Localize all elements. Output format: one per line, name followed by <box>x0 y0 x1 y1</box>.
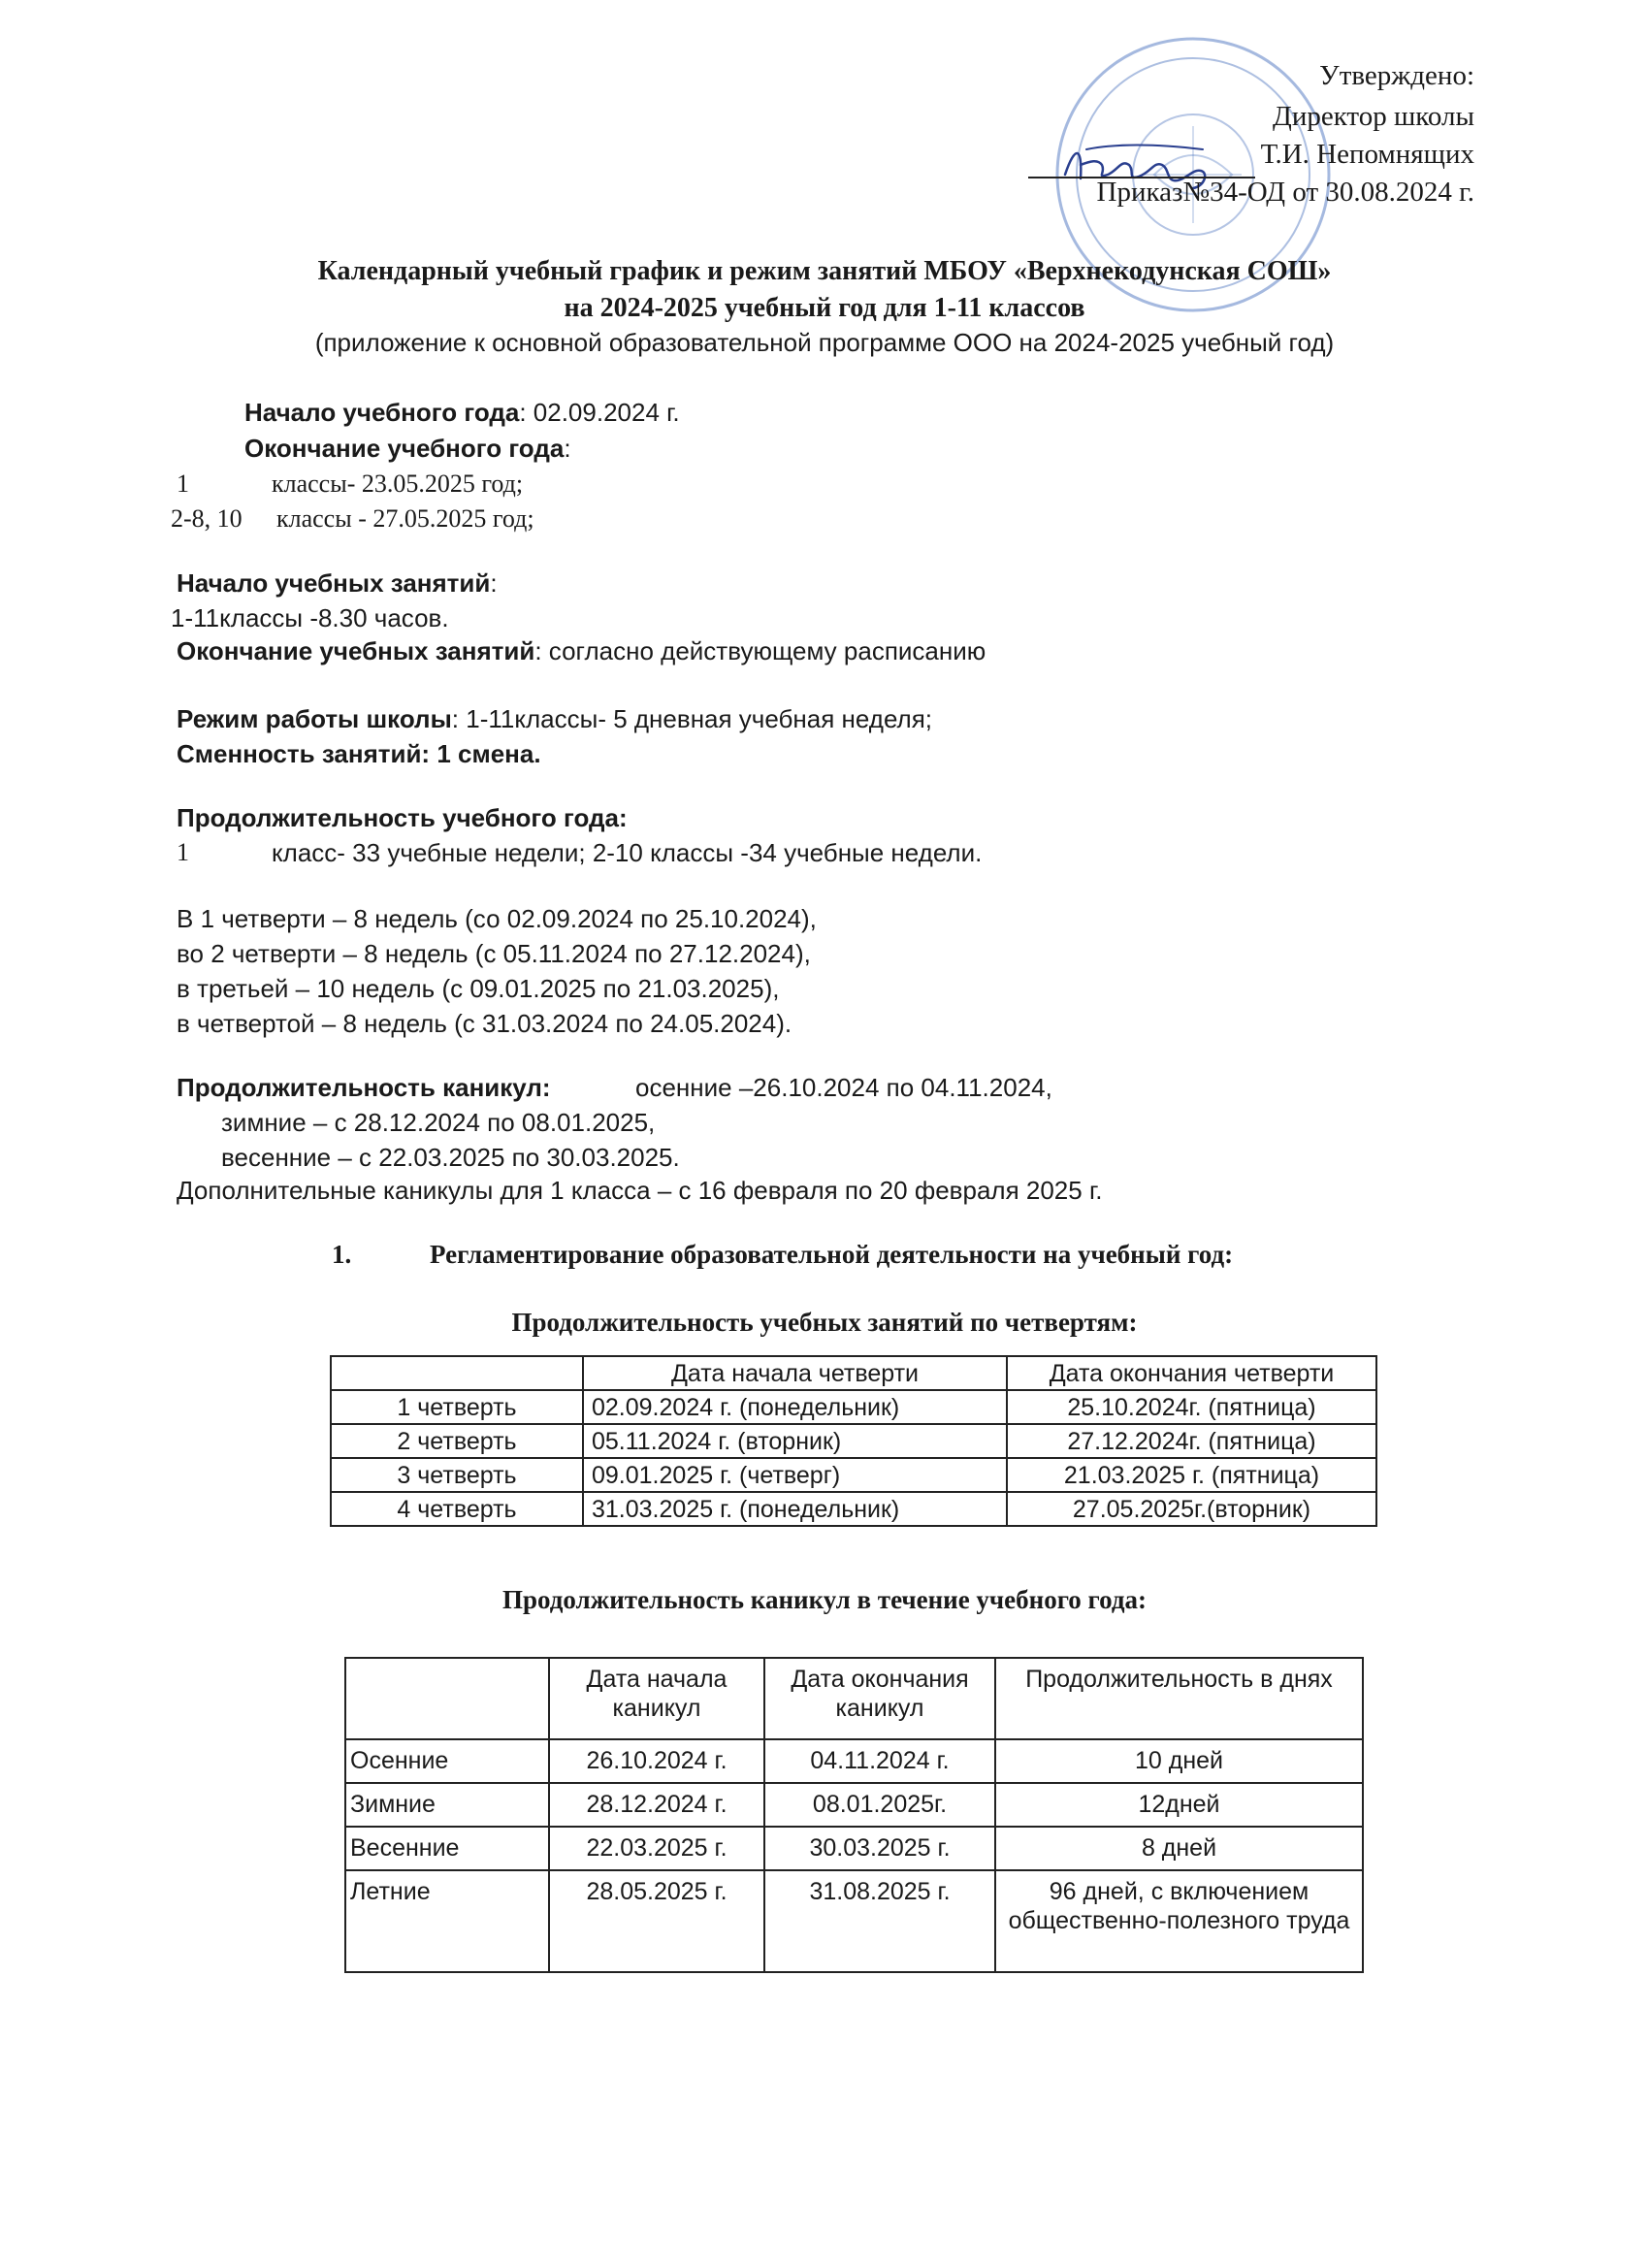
year-end <box>244 434 571 464</box>
quarter-4-info: в четвертой – 8 недель (с 31.03.2024 по 24.05.2024). <box>177 1009 792 1038</box>
duration-row-text: класс- 33 учебные недели; 2-10 классы -34 учебные недели. <box>272 838 983 867</box>
holiday-name: Зимние <box>345 1783 549 1827</box>
school-mode <box>177 704 932 734</box>
holiday-duration: 12дней <box>995 1783 1363 1827</box>
quarters-table-header-row <box>331 1356 1376 1390</box>
holiday-start: 26.10.2024 г. <box>549 1739 764 1783</box>
duration-heading: Продолжительность учебного года: <box>177 803 628 832</box>
quarter-name: 3 четверть <box>331 1458 583 1492</box>
holidays-table-header-row <box>345 1658 1363 1739</box>
holiday-end: 31.08.2025 г. <box>764 1870 995 1972</box>
quarters-header-empty <box>331 1356 583 1390</box>
lessons-end <box>177 636 986 666</box>
duration-row-num: 1 <box>177 838 189 866</box>
quarter-1-info: В 1 четверти – 8 недель (со 02.09.2024 по 25.10.2024), <box>177 904 817 933</box>
quarters-table <box>330 1355 1377 1527</box>
holiday-start: 28.12.2024 г. <box>549 1783 764 1827</box>
school-mode-label: Режим работы школы <box>177 704 452 733</box>
holiday-start: 22.03.2025 г. <box>549 1827 764 1870</box>
section-1-heading: Регламентирование образовательной деятельности на учебный год: <box>430 1240 1234 1269</box>
table-row <box>331 1458 1376 1492</box>
document-title-line2: на 2024-2025 учебный год для 1-11 классов <box>564 293 1085 323</box>
quarters-header-start: Дата начала четверти <box>583 1356 1007 1390</box>
year-end-colon: : <box>564 434 571 463</box>
year-start-value: : 02.09.2024 г. <box>519 398 680 427</box>
quarter-3-info: в третьей – 10 недель (с 09.01.2025 по 21.03.2025), <box>177 974 780 1003</box>
holidays-header-empty <box>345 1658 549 1739</box>
holidays-extra: Дополнительные каникулы для 1 класса – с 16 февраля по 20 февраля 2025 г. <box>177 1176 1103 1205</box>
holidays-table-heading: Продолжительность каникул в течение учебного года: <box>501 1585 1148 1614</box>
holiday-end: 08.01.2025г. <box>764 1783 995 1827</box>
holiday-name: Весенние <box>345 1827 549 1870</box>
school-mode-value: : 1-11классы- 5 дневная учебная неделя; <box>451 704 933 733</box>
approval-position: Директор школы <box>1273 101 1474 132</box>
approval-order: Приказ№34-ОД от 30.08.2024 г. <box>1096 177 1474 208</box>
year-end-row2-num: 2-8, 10 <box>171 504 242 533</box>
quarter-name: 1 четверть <box>331 1390 583 1424</box>
quarter-start: 02.09.2024 г. (понедельник) <box>583 1390 1007 1424</box>
lessons-start <box>177 568 498 599</box>
quarter-2-info: во 2 четверти – 8 недель (с 05.11.2024 по 27.12.2024), <box>177 939 811 968</box>
holidays-header-duration: Продолжительность в днях <box>995 1658 1363 1739</box>
table-row <box>345 1739 1363 1783</box>
holiday-name: Летние <box>345 1870 549 1972</box>
quarter-name: 2 четверть <box>331 1424 583 1458</box>
year-end-row1-num: 1 <box>177 470 189 498</box>
approval-director-name: Т.И. Непомнящих <box>1260 139 1474 170</box>
approval-heading: Утверждено: <box>1319 60 1474 91</box>
year-end-label: Окончание учебного года <box>244 434 565 463</box>
quarter-end: 27.12.2024г. (пятница) <box>1007 1424 1376 1458</box>
year-start <box>244 398 680 428</box>
quarter-name: 4 четверть <box>331 1492 583 1526</box>
holiday-name: Осенние <box>345 1739 549 1783</box>
section-1-number: 1. <box>332 1240 352 1269</box>
lessons-start-label: Начало учебных занятий <box>177 568 491 598</box>
document-title-line1: Календарный учебный график и режим занятий МБОУ «Верхнекодунская СОШ» <box>317 256 1332 286</box>
lessons-start-colon: : <box>490 568 498 598</box>
shift-info: Сменность занятий: 1 смена. <box>177 739 541 768</box>
holiday-duration: 96 дней, с включением общественно-полезного труда <box>995 1870 1363 1972</box>
holidays-heading: Продолжительность каникул: <box>177 1073 551 1102</box>
year-end-row1-text: классы- 23.05.2025 год; <box>272 470 524 498</box>
table-row <box>345 1827 1363 1870</box>
holidays-spring: весенние – с 22.03.2025 по 30.03.2025. <box>221 1143 680 1172</box>
holiday-duration: 10 дней <box>995 1739 1363 1783</box>
quarter-end: 27.05.2025г.(вторник) <box>1007 1492 1376 1526</box>
holiday-end: 30.03.2025 г. <box>764 1827 995 1870</box>
table-row <box>345 1870 1363 1972</box>
quarter-end: 21.03.2025 г. (пятница) <box>1007 1458 1376 1492</box>
holiday-start: 28.05.2025 г. <box>549 1870 764 1972</box>
holiday-duration: 8 дней <box>995 1827 1363 1870</box>
quarter-start: 31.03.2025 г. (понедельник) <box>583 1492 1007 1526</box>
quarters-header-end: Дата окончания четверти <box>1007 1356 1376 1390</box>
table-row <box>345 1783 1363 1827</box>
holidays-table <box>344 1657 1364 1973</box>
holidays-winter: зимние – с 28.12.2024 по 08.01.2025, <box>221 1108 656 1137</box>
quarter-start: 05.11.2024 г. (вторник) <box>583 1424 1007 1458</box>
quarter-start: 09.01.2025 г. (четверг) <box>583 1458 1007 1492</box>
table-row <box>331 1424 1376 1458</box>
lessons-end-value: : согласно действующему расписанию <box>534 636 986 665</box>
holidays-header-start: Дата начала каникул <box>549 1658 764 1739</box>
table-row <box>331 1492 1376 1526</box>
holidays-autumn: осенние –26.10.2024 по 04.11.2024, <box>635 1073 1052 1102</box>
quarter-end: 25.10.2024г. (пятница) <box>1007 1390 1376 1424</box>
holidays-header-end: Дата окончания каникул <box>764 1658 995 1739</box>
holiday-end: 04.11.2024 г. <box>764 1739 995 1783</box>
document-subtitle: (приложение к основной образовательной программе ООО на 2024-2025 учебный год) <box>314 328 1335 357</box>
quarters-table-heading: Продолжительность учебных занятий по четвертям: <box>511 1308 1138 1337</box>
lessons-end-label: Окончание учебных занятий <box>177 636 535 665</box>
table-row <box>331 1390 1376 1424</box>
lessons-start-value: 1-11классы -8.30 часов. <box>171 603 449 632</box>
year-start-label: Начало учебного года <box>244 398 520 427</box>
year-end-row2-text: классы - 27.05.2025 год; <box>276 504 534 533</box>
